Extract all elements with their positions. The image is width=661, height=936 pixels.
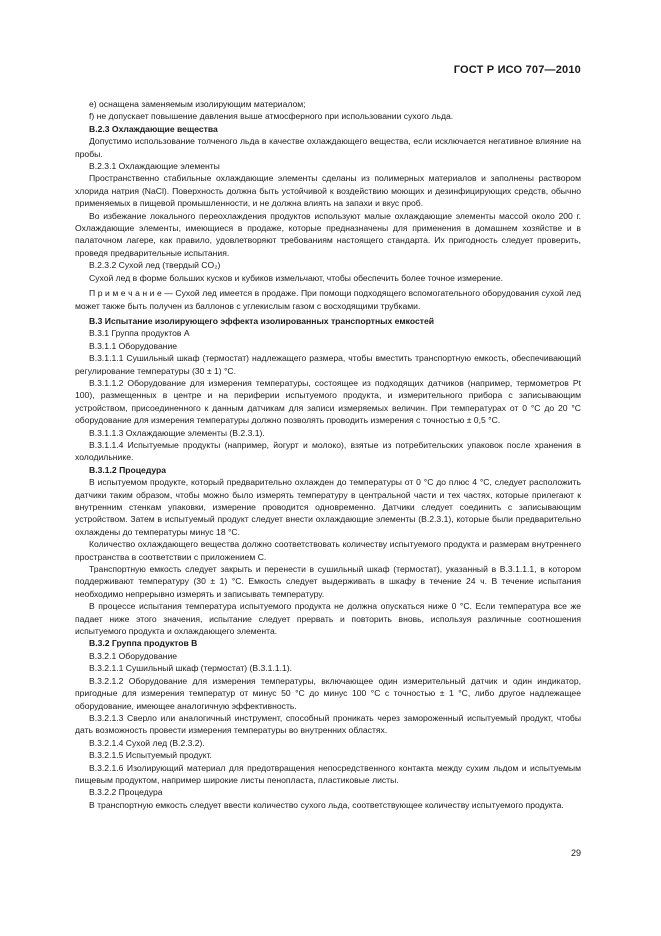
paragraph: П р и м е ч а н и е — Сухой лед имеется в продаже. При помощи подходящего вспомогательного оборудования сухой лед может также быть получен из баллонов с углекислым газом с восходящими трубками. <box>75 288 581 311</box>
paragraph: В.3.2.2 Процедура <box>89 787 163 798</box>
paragraph: В процессе испытания температура испытуемого продукта не должна опускаться ниже 0 °С. Если температура все же падает ниже этого значения, испытание следует прервать и повторить вновь, используя различные соотношения испытуемого продукта и охлаждающего элемента. <box>75 601 581 637</box>
paragraph: В.3.1.1.4 Испытуемые продукты (например, йогурт и молоко), взятые из потребительских упаковок после хранения в холодильнике. <box>75 439 581 463</box>
paragraph: В.2.3.1 Охлаждающие элементы <box>89 161 220 172</box>
section-heading: В.2.3 Охлаждающие вещества <box>89 123 218 134</box>
paragraph: В.3.2.1.1 Сушильный шкаф (термостат) (В.3.1.1.1). <box>89 663 293 674</box>
paragraph: В.3.1 Группа продуктов А <box>89 328 190 339</box>
paragraph: В.3.2.1.6 Изолирующий материал для предотвращения непосредственного контакта между сухим льдом и испытуемым пищевым продуктом, например широкие листы пенопласта, пластиковые листы. <box>75 762 581 785</box>
paragraph: В.3.2.1.5 Испытуемый продукт. <box>89 750 212 761</box>
paragraph: В.2.3.2 Сухой лед (твердый CO₂) <box>89 260 221 271</box>
paragraph: Сухой лед в форме больших кусков и кубиков измельчают, чтобы обеспечить более точное измерение. <box>89 272 504 283</box>
paragraph: f) не допускает повышение давления выше атмосферного при использовании сухого льда. <box>89 111 454 122</box>
paragraph: В.3.1.1.1 Сушильный шкаф (термостат) надлежащего размера, чтобы вместить транспортную емкость, обеспечивающий регулирование температуры (30 ± 1) °С. <box>75 353 581 376</box>
paragraph: Допустимо использование толченого льда в качестве охлаждающего вещества, если исключается негативное влияние на пробы. <box>75 136 581 159</box>
paragraph: В.3.1.1.2 Оборудование для измерения температуры, состоящее из подходящих датчиков (например, термометров Pt 100), размещенных в центре и на периферии испытуемого продукта, и измерительного прибора с записывающим устройством, присоединенного к данным датчикам для записи измеряемых величин. При температурах от 0 °С до 20 °С оборудование для измерения температуры должно позволять проводить измерения с точностью ± 0,5 °С. <box>75 377 581 426</box>
paragraph: В.3.2.1.4 Сухой лед (В.2.3.2). <box>89 737 205 748</box>
paragraph: В.3.1.1.3 Охлаждающие элементы (В.2.3.1). <box>89 427 265 438</box>
paragraph: В транспортную емкость следует ввести количество сухого льда, соответствующее количеству испытуемого продукта. <box>89 799 564 810</box>
section-heading: В.3.2 Группа продуктов В <box>89 638 198 649</box>
paragraph: В испытуемом продукте, который предварительно охлажден до температуры от 0 °С до плюс 4 °С, следует расположить датчики таким образом, чтобы можно было измерять температуру в центральной части и тех частях, которые прилегают к внутренним стенкам упаковки, измерение проводится одновременно. Датчики следует соединить с записывающим устройством. Затем в испытуемый продукт следует внести охлаждающие элементы (В.2.3.1), которые были предварительно охлаждены до температуры минус 18 °С. <box>75 477 581 537</box>
paragraph: В.3.2.1.2 Оборудование для измерения температуры, включающее один измерительный датчик и один индикатор, пригодные для измерения температур от минус 50 °С до минус 100 °С с точностью ± 1 °С, либо другое надлежащее оборудование, имеющее аналогичную эффективность. <box>75 675 581 711</box>
paragraph: е) оснащена заменяемым изолирующим материалом; <box>89 99 306 109</box>
section-heading: В.3.1.2 Процедура <box>89 464 167 475</box>
paragraph: Транспортную емкость следует закрыть и перенести в сушильный шкаф (термостат), указанный в В.3.1.1.1, в котором поддерживают температуру (30 ± 1) °С. Емкость следует выдерживать в шкафу в течение 24 ч. В течение испытания необходимо непрерывно измерять и записывать температуру. <box>75 564 581 599</box>
page-number: 29 <box>570 848 581 858</box>
paragraph: В.3.1.1 Оборудование <box>89 340 178 351</box>
paragraph: В.3.2.1 Оборудование <box>89 650 178 661</box>
document-header: ГОСТ Р ИСО 707—2010 <box>453 64 581 76</box>
paragraph: В.3.2.1.3 Сверло или аналогичный инструмент, способный проникать через замороженный испытуемый продукт, чтобы дать возможность провести измерения температуры во внутренних областях. <box>75 712 581 736</box>
paragraph: Количество охлаждающего вещества должно соответствовать количеству испытуемого продукта и размерам внутреннего пространства в соответствии с приложением С. <box>75 539 581 562</box>
section-heading: В.3 Испытание изолирующего эффекта изолированных транспортных емкостей <box>89 315 435 326</box>
paragraph: Во избежание локального переохлаждения продуктов используют малые охлаждающие элементы массой около 200 г. Охлаждающие элементы, имеющиеся в продаже, которые предназначены для применения в домашнем хозяйстве и в палаточном лагере, как правило, удовлетворяют требованиям настоящего стандарта. Их пригодность следует проверить, проведя предварительные испытания. <box>75 210 581 258</box>
paragraph: Пространственно стабильные охлаждающие элементы сделаны из полимерных материалов и заполнены раствором хлорида натрия (NaCl). Поверхность должна быть устойчивой к воздействию моющих и дезинфицирующих средств, обычно применяемых в пищевой промышленности, и не должна влиять на запахи и вкус проб. <box>75 173 581 209</box>
document-body <box>75 98 581 811</box>
